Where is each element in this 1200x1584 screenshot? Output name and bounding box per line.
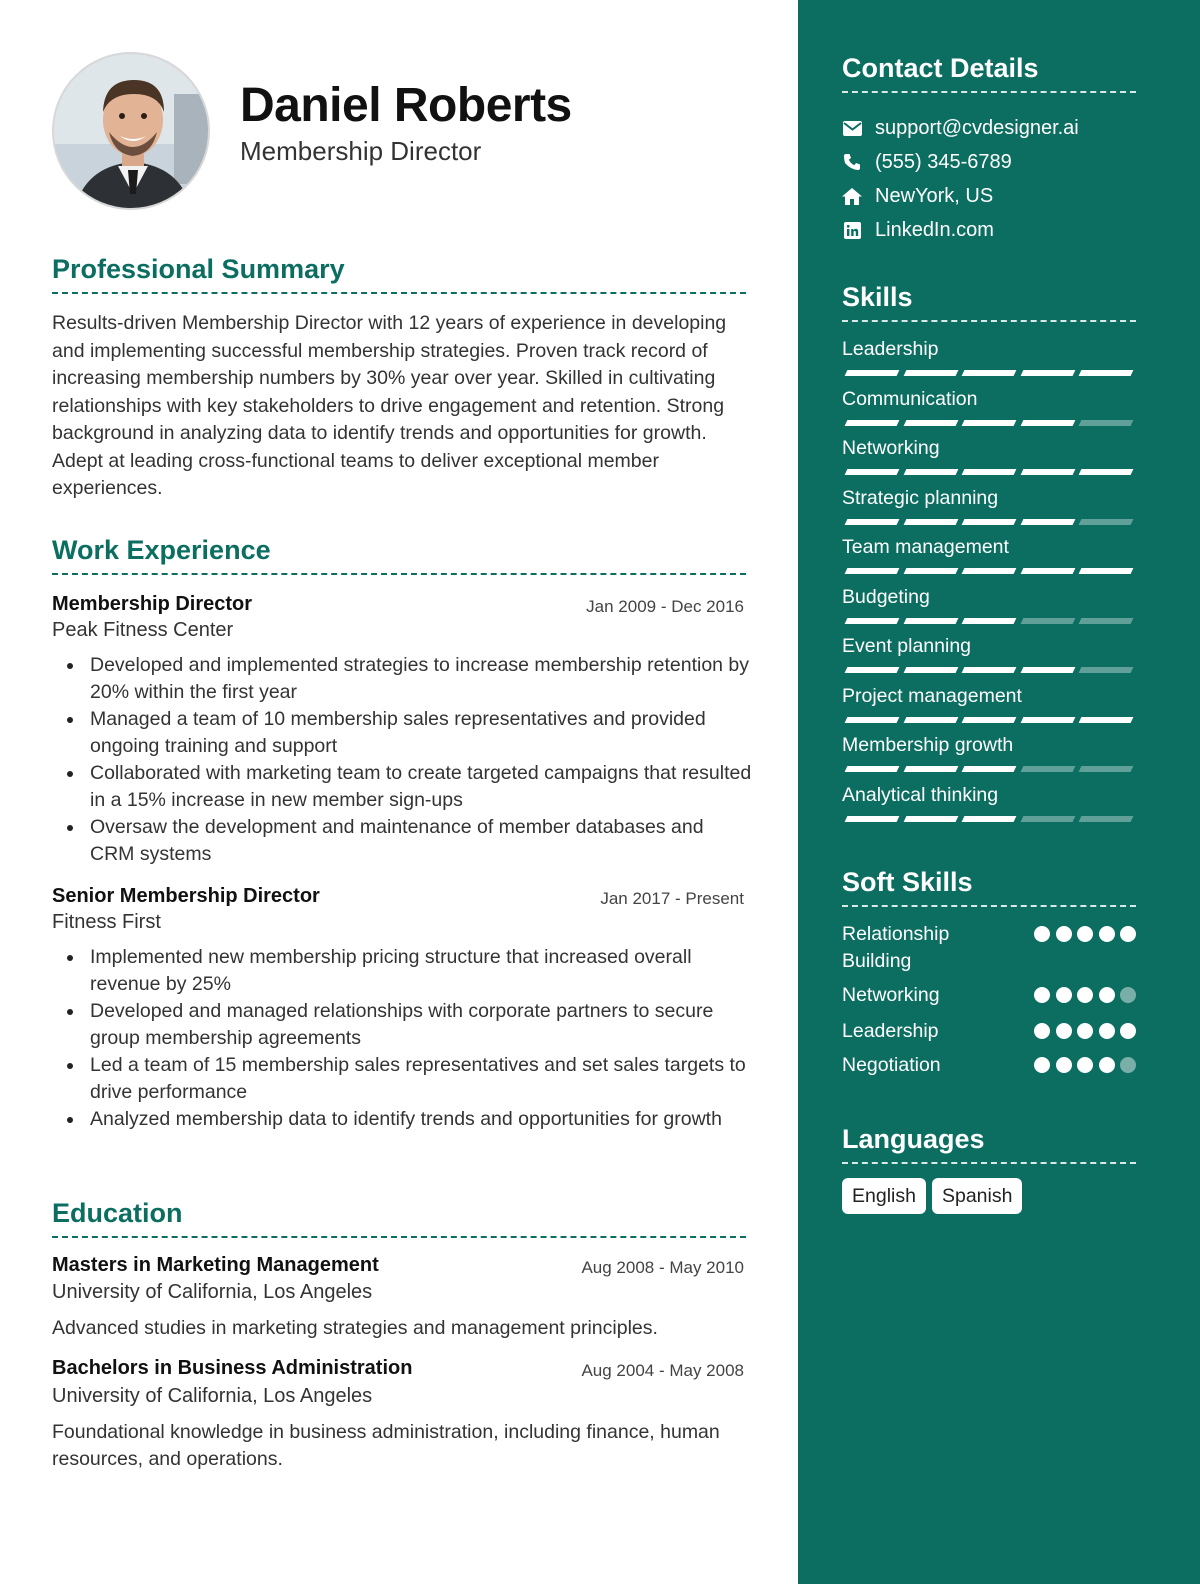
skill-level-segment xyxy=(845,717,900,723)
skill-level-segment xyxy=(962,469,1017,475)
section-title-summary: Professional Summary xyxy=(52,254,345,284)
job-company: Peak Fitness Center xyxy=(52,619,234,641)
job-company: Fitness First xyxy=(52,911,161,933)
skill-level-bar xyxy=(842,816,1136,822)
rating-dot xyxy=(1077,987,1093,1003)
skill-name: Communication xyxy=(842,387,978,410)
skill-level-segment xyxy=(962,519,1017,525)
skill-level-segment xyxy=(1079,519,1134,525)
skill-level-segment xyxy=(962,370,1017,376)
skill-level-segment xyxy=(845,568,900,574)
skill-level-bar xyxy=(842,766,1136,772)
soft-skill-name: Leadership xyxy=(842,1020,939,1042)
contact-email[interactable] xyxy=(842,113,1079,143)
section-title-experience: Work Experience xyxy=(52,535,271,565)
skill-level-segment xyxy=(903,519,958,525)
skill-level-segment xyxy=(1020,370,1075,376)
rating-dot xyxy=(1099,1023,1115,1039)
summary-text: Results-driven Membership Director with 12 years of experience in developing and implementing successful membership strategies. Proven track record of increasing membership numbers by 30% year over year. Skilled in cultivating relationships with key stakeholders to drive engagement and retention. Strong background in analyzing data to identify trends and opportunities for growth. Adept at leading cross-functional teams to deliver exceptional member experiences. xyxy=(52,312,727,499)
section-divider xyxy=(842,905,1136,907)
list-item: Developed and implemented strategies to increase membership retention by 20% within the first year xyxy=(52,652,752,706)
rating-dot xyxy=(1056,1023,1072,1039)
list-item: Oversaw the development and maintenance of member databases and CRM systems xyxy=(52,814,752,868)
skill-level-bar xyxy=(842,667,1136,673)
skill-level-segment xyxy=(962,816,1017,822)
list-item: Analyzed membership data to identify trends and opportunities for growth xyxy=(52,1106,752,1133)
section-title-education: Education xyxy=(52,1198,183,1228)
skill-level-segment xyxy=(845,618,900,624)
skill-level-segment xyxy=(1020,717,1075,723)
section-title-contact: Contact Details xyxy=(842,53,1039,83)
skill-level-segment xyxy=(845,519,900,525)
skill-level-segment xyxy=(1020,667,1075,673)
rating-dot xyxy=(1034,987,1050,1003)
skill-level-bar xyxy=(842,618,1136,624)
degree-description: Advanced studies in marketing strategies and management principles. xyxy=(52,1317,658,1339)
rating-dot xyxy=(1120,987,1136,1003)
rating-dot xyxy=(1034,926,1050,942)
skill-name: Strategic planning xyxy=(842,486,999,509)
skill-level-segment xyxy=(1020,766,1075,772)
section-divider xyxy=(52,292,746,294)
rating-dot xyxy=(1056,987,1072,1003)
skill-level-bar xyxy=(842,469,1136,475)
skill-name: Event planning xyxy=(842,635,972,657)
skill-level-bar xyxy=(842,717,1136,723)
school-name: University of California, Los Angeles xyxy=(52,1385,373,1407)
skill-level-segment xyxy=(1020,519,1075,525)
rating-dot xyxy=(1056,1057,1072,1073)
skill-level-segment xyxy=(1079,420,1134,426)
skill-level-bar xyxy=(842,568,1136,574)
rating-dot xyxy=(1077,926,1093,942)
skill-level-segment xyxy=(903,568,958,574)
rating-dot xyxy=(1120,1057,1136,1073)
language-tag: Spanish xyxy=(932,1178,1022,1214)
skill-level-segment xyxy=(903,766,958,772)
skill-level-segment xyxy=(1020,568,1075,574)
skill-level-segment xyxy=(903,667,958,673)
skill-level-segment xyxy=(1020,618,1075,624)
skill-level-segment xyxy=(903,469,958,475)
list-item: Developed and managed relationships with corporate partners to secure group membership agreements xyxy=(52,998,752,1052)
skill-level-segment xyxy=(1079,568,1134,574)
candidate-name: Daniel Roberts xyxy=(240,79,572,132)
avatar xyxy=(54,54,210,210)
degree-title: Masters in Marketing Management xyxy=(52,1254,379,1276)
rating-dot xyxy=(1099,987,1115,1003)
job-date: Jan 2017 - Present xyxy=(600,889,744,908)
skill-level-segment xyxy=(962,717,1017,723)
skill-level-segment xyxy=(1079,469,1134,475)
linkedin-icon xyxy=(842,220,862,240)
envelope-icon xyxy=(842,118,862,138)
section-divider xyxy=(52,573,746,575)
soft-skill-name: Relationship Building xyxy=(842,923,950,972)
skill-level-segment xyxy=(845,469,900,475)
section-title-languages: Languages xyxy=(842,1124,985,1154)
skill-name: Leadership xyxy=(842,338,939,360)
skill-level-segment xyxy=(962,667,1017,673)
skill-level-segment xyxy=(1079,370,1134,376)
skill-level-segment xyxy=(962,568,1017,574)
skill-level-segment xyxy=(1079,618,1134,624)
contact-phone[interactable] xyxy=(842,147,1012,177)
skill-level-segment xyxy=(903,370,958,376)
rating-dot xyxy=(1034,1023,1050,1039)
skill-level-bar xyxy=(842,370,1136,376)
skill-level-segment xyxy=(845,667,900,673)
languages-list xyxy=(842,1178,1022,1214)
skill-level-segment xyxy=(1079,816,1134,822)
candidate-title: Membership Director xyxy=(240,136,482,166)
rating-dot xyxy=(1120,926,1136,942)
skill-level-segment xyxy=(962,618,1017,624)
skill-level-segment xyxy=(845,420,900,426)
skill-level-segment xyxy=(845,766,900,772)
skill-level-segment xyxy=(1079,766,1134,772)
profile-photo xyxy=(52,52,210,210)
skill-level-segment xyxy=(845,370,900,376)
contact-phone-text: (555) 345-6789 xyxy=(875,150,1012,173)
job-bullets xyxy=(52,944,752,1133)
degree-title: Bachelors in Business Administration xyxy=(52,1357,413,1379)
degree-date: Aug 2008 - May 2010 xyxy=(581,1258,744,1277)
job-date: Jan 2009 - Dec 2016 xyxy=(586,597,744,616)
skill-name: Networking xyxy=(842,437,940,459)
rating-dot xyxy=(1034,1057,1050,1073)
list-item: Led a team of 15 membership sales representatives and set sales targets to drive performance xyxy=(52,1052,752,1106)
list-item: Managed a team of 10 membership sales representatives and provided ongoing training and support xyxy=(52,706,752,760)
list-item: Implemented new membership pricing structure that increased overall revenue by 25% xyxy=(52,944,752,998)
home-icon xyxy=(842,186,862,206)
soft-skill-name: Networking xyxy=(842,984,940,1006)
skill-name: Team management xyxy=(842,536,1009,558)
degree-description: Foundational knowledge in business administration, including finance, human resources, and operations. xyxy=(52,1421,720,1470)
contact-linkedin[interactable] xyxy=(842,215,994,245)
skill-level-segment xyxy=(962,420,1017,426)
rating-dot xyxy=(1099,926,1115,942)
skill-level-segment xyxy=(903,618,958,624)
skill-level-segment xyxy=(845,816,900,822)
skill-name: Membership growth xyxy=(842,734,1014,756)
skill-level-segment xyxy=(1020,816,1075,822)
skill-level-bar xyxy=(842,519,1136,525)
rating-dot xyxy=(1120,1023,1136,1039)
degree-date: Aug 2004 - May 2008 xyxy=(581,1361,744,1380)
contact-location-text: NewYork, US xyxy=(875,184,994,207)
rating-dot xyxy=(1099,1057,1115,1073)
sidebar xyxy=(798,0,1200,1584)
section-title-soft-skills: Soft Skills xyxy=(842,867,973,897)
skill-name: Analytical thinking xyxy=(842,783,999,806)
section-divider xyxy=(52,1236,746,1238)
soft-skill-name: Negotiation xyxy=(842,1054,941,1076)
skill-level-segment xyxy=(962,766,1017,772)
skill-level-segment xyxy=(903,717,958,723)
job-title: Membership Director xyxy=(52,593,253,615)
job-title: Senior Membership Director xyxy=(52,885,320,907)
rating-dot xyxy=(1077,1057,1093,1073)
skill-level-segment xyxy=(1079,717,1134,723)
rating-dot xyxy=(1077,1023,1093,1039)
phone-icon xyxy=(842,152,862,172)
contact-linkedin-text: LinkedIn.com xyxy=(875,218,994,241)
language-tag: English xyxy=(842,1178,926,1214)
skill-level-segment xyxy=(1020,469,1075,475)
list-item: Collaborated with marketing team to create targeted campaigns that resulted in a 15% increase in new member sign-ups xyxy=(52,760,752,814)
skill-level-segment xyxy=(903,420,958,426)
skill-level-segment xyxy=(903,816,958,822)
contact-email-text: support@cvdesigner.ai xyxy=(875,116,1079,139)
skill-level-bar xyxy=(842,420,1136,426)
skill-name: Project management xyxy=(842,684,1022,707)
skill-name: Budgeting xyxy=(842,585,930,608)
school-name: University of California, Los Angeles xyxy=(52,1281,373,1303)
skill-level-segment xyxy=(1079,667,1134,673)
section-divider xyxy=(842,320,1136,322)
rating-dot xyxy=(1056,926,1072,942)
skill-level-segment xyxy=(1020,420,1075,426)
job-bullets xyxy=(52,652,752,868)
section-divider xyxy=(842,1162,1136,1164)
contact-location xyxy=(842,181,993,211)
section-title-skills: Skills xyxy=(842,282,913,312)
section-divider xyxy=(842,91,1136,93)
